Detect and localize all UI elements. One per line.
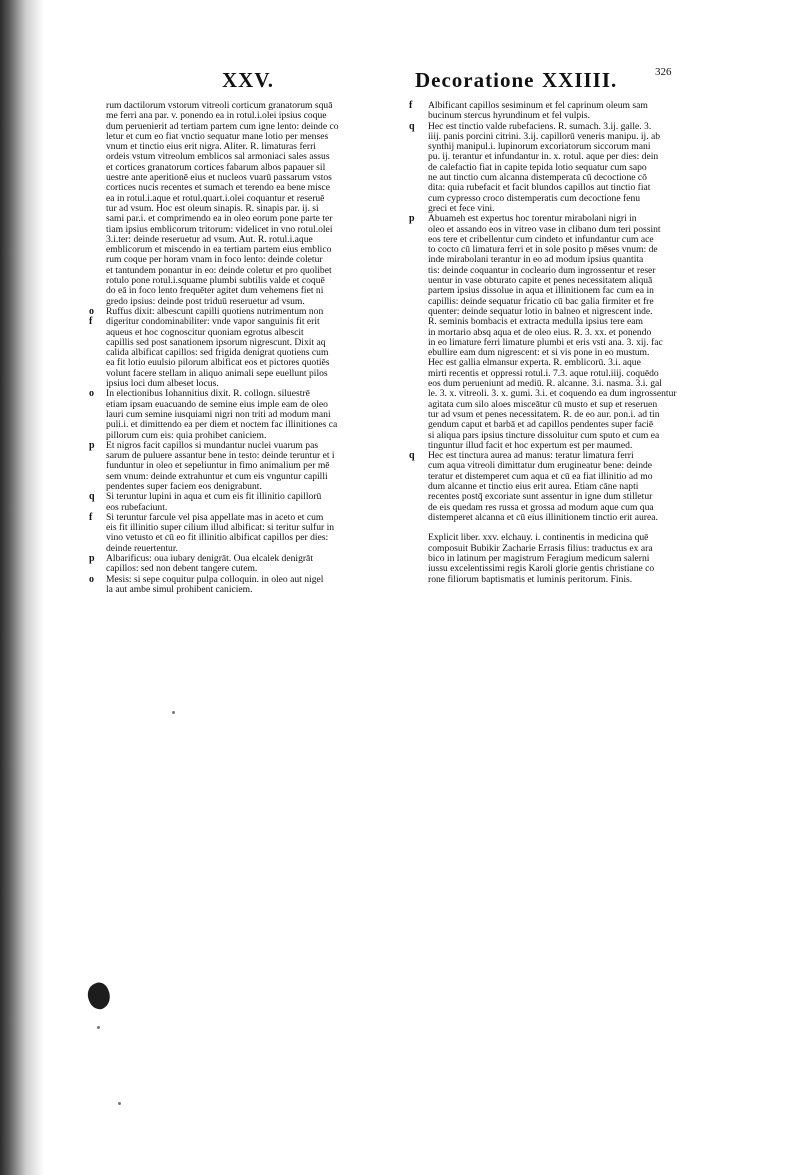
text-line: Albificant capillos sesiminum et fel caprinum oleum sam	[428, 101, 648, 111]
text-line: Abuameh est expertus hoc torentur mirabolani nigri in	[428, 214, 637, 225]
text-line: bico in latinum per magistrum Feragium medicum salerni	[428, 554, 650, 565]
text-line: ordeis vstum vitreolum emblicos sal armoniaci sales assus	[106, 152, 330, 163]
text-line: Hec est gallia elmansur experta. R. emblicorū. 3.i. aque	[428, 358, 641, 369]
running-title: Decoratione	[415, 68, 535, 92]
text-line: Si teruntur farcule vel pisa appellate mas in aceto et cum	[106, 512, 324, 523]
text-line: pendentes super faciem eos denigrabunt.	[106, 481, 262, 492]
text-line: ne aut tinctio cum alcanna distemperata cū decoctione cō	[428, 173, 647, 184]
paper-speck	[172, 711, 175, 714]
margin-marker: f	[89, 316, 93, 328]
text-line: bucinum stercus hyrundinum et fel vulpis.	[428, 111, 591, 122]
text-line: to cocto cū limatura ferri et in sole posito p mēses vnum: de	[428, 245, 658, 256]
text-line: funduntur in oleo et sepeliuntur in fimo animalium per mē	[106, 461, 330, 472]
text-line: rum dactilorum vstorum vitreoli corticum granatorum squā	[106, 101, 333, 111]
margin-marker: f	[89, 512, 93, 523]
text-line: rotulo pone rotul.i.squame plumbi subtilis valde et coquē	[106, 276, 325, 287]
text-line: vnum et tinctio eius erit nigra. Aliter. R. limaturas ferri	[106, 142, 316, 153]
text-line: greci et fece vini.	[428, 203, 495, 214]
text-line: in mortario absq aqua et de oleo eius. R. 3. xx. et ponendo	[428, 327, 652, 338]
text-line: calida albificat capillos: sed frigida denigrat quotiens cum	[106, 348, 329, 359]
page-binding-edge	[0, 0, 44, 1175]
text-line: de calefactio fiat in capite tepida lotio sequatur cum sapo	[428, 162, 647, 173]
text-line: Hec est tinctura aurea ad manus: teratur limatura ferri	[428, 451, 634, 462]
text-line: tinguntur illud facit et hoc expertum est per maumed.	[428, 440, 633, 451]
text-line: in eo limature ferri limature plumbi et eris vsti ana. 3. xij. fac	[428, 337, 663, 348]
text-line: lauri cum semine iusquiami nigri non triti ad modum mani	[106, 409, 331, 420]
margin-marker: p	[89, 553, 95, 565]
text-line: ebullire eam dum nigrescent: et si vis pone in eo mustum.	[428, 348, 650, 359]
paper-speck	[118, 1102, 121, 1105]
margin-marker: q	[409, 450, 415, 462]
text-line: Hec est tinctio valde rubefaciens. R. sumach. 3.ij. galle. 3.	[428, 121, 652, 132]
text-line: tiam ipsius emblicorum tritorum: videlicet in vno rotul.olei	[106, 224, 333, 235]
text-line: gendum caput et barbā et ad capillos pendentes super faciē	[428, 420, 654, 431]
text-line: uentur in vase obturato capite et penes necessitatem aliquā	[428, 276, 653, 287]
text-line	[428, 523, 690, 533]
margin-marker: f	[409, 100, 413, 111]
text-line: le. 3. x. vitreoli. 3. x. gumi. 3.i. et coquendo ea dum ingrossentur	[428, 389, 677, 400]
text-line: capillos: sed non debent tangere cutem.	[106, 564, 258, 575]
text-line: si aliqua pars ipsius tincture dissoluitur cum sputo et cum ea	[428, 430, 660, 441]
text-line: digeritur condominabiliter: vnde vapor sanguinis fit erit	[106, 317, 320, 328]
text-line: dum peruenierit ad tertiam partem cum igne lento: deinde co	[106, 121, 339, 132]
text-line: uestre ante aperitionē eius et nucleos vuarū passarum vstos	[106, 173, 332, 184]
text-line: emblicorum et miscendo in ea tertiam partem eius emblico	[106, 245, 332, 256]
text-line: iussu excelentissimi regis Karoli glorie gentis christiane co	[428, 564, 655, 575]
text-line: rone filiorum baptismatis et luminis peritorum. Finis.	[428, 574, 633, 585]
text-line: do eā in foco lento frequēter agitet dum vehemens fiet ni	[106, 286, 324, 297]
left-text-column	[89, 101, 368, 595]
text-line: mirti recentis et oppressi rotul.i. 7.3. aque rotul.iiij. coquēdo	[428, 368, 659, 379]
text-line: gredo ipsius: deinde post triduū reseruetur ad vsum.	[106, 296, 305, 307]
text-line: dum alcanne et tinctio eius erit aurea. Etiam cāne napti	[428, 481, 639, 492]
text-line: teratur et distemperet cum aqua et cū ea fiat illinitio ad mo	[428, 471, 653, 482]
folio-number: 326	[655, 66, 672, 78]
text-line: ea in rotul.i.aque et rotul.quart.i.olei coquantur et reseruē	[106, 193, 325, 204]
text-line: R. seminis bombacis et extracta medulla ipsius tere eam	[428, 317, 643, 328]
text-line: volunt facere stellam in aliquo animali sepe euellunt pilos	[106, 368, 328, 379]
text-line: Mesis: si sepe coquitur pulpa colloquin. in oleo aut nigel	[106, 574, 324, 585]
text-line: Si teruntur lupini in aqua et cum eis fit illinitio capillorū	[106, 492, 322, 503]
text-line: In electionibus Iohannitius dixit. R. collogn. siluestrē	[106, 389, 310, 400]
margin-marker: p	[89, 439, 95, 451]
text-line: oleo et assando eos in vitreo vase in clibano dum teri possint	[428, 224, 661, 235]
text-line: sarum de puluere assantur bene in testo: deinde teruntur et i	[106, 451, 335, 462]
text-line: iiij. panis porcini citrini. 3.ij. capillorū veneris manipu. ij. ab	[428, 131, 661, 142]
margin-marker: o	[89, 306, 94, 317]
margin-marker: p	[409, 213, 415, 225]
text-line: Ruffus dixit: albescunt capilli quotiens nutrimentum non	[106, 306, 324, 317]
text-line: de eis quedam res russa et grossa ad modum aque cum qua	[428, 502, 654, 513]
text-line: eos tere et cribellentur cum cindeto et infundantur cum ace	[428, 234, 654, 245]
text-line: eos dum perueniunt ad mediū. R. alcanne. 3.i. nasma. 3.i. gal	[428, 379, 662, 390]
text-line: Et nigros facit capillos si mundantur nuclei vuarum pas	[106, 440, 319, 451]
text-line: et cortices granatorum cortices fabarum albos papauer sil	[106, 162, 326, 173]
text-line: cortices nucis recentes et sumach et terendo ea bene misce	[106, 183, 331, 194]
margin-marker: q	[409, 120, 415, 132]
text-line: sami par.i. et comprimendo ea in oleo eorum pone parte ter	[106, 214, 333, 225]
text-line: rum coque per horam vnam in foco lento: deinde coletur	[106, 255, 323, 266]
text-line: synthij manipul.i. lupinorum excoriatorum siccorum mani	[428, 142, 651, 153]
text-line: ipsius loci dum albeset locus.	[106, 379, 219, 390]
text-line: Albarificus: oua iubary denigrāt. Oua elcalek denigrāt	[106, 554, 313, 565]
page-number-right: XXIIII.	[542, 68, 618, 92]
text-line: 3.i.ter: deinde reseruetur ad vsum. Aut. R. rotul.i.aque	[106, 234, 313, 245]
text-line: pillorum cum eis: quia prohibet caniciem.	[106, 430, 267, 441]
page-number-left: XXV.	[222, 68, 275, 92]
text-line: tis: deinde coquantur in cocleario dum ingrossentur et reser	[428, 265, 656, 276]
text-line: tur ad vsum. Hoc est oleum sinapis. R. sinapis par. ij. si	[106, 203, 319, 214]
text-line: composuit Bubikir Zacharie Errasis filius: traductus ex ara	[428, 543, 653, 554]
text-line: dita: quia rubefacit et facit blundos capillos aut tinctio fiat	[428, 183, 651, 194]
text-line: eis fit illinitio super cilium illud albificat: si teritur sulfur in	[106, 523, 335, 534]
text-line: eos rubefaciunt.	[106, 502, 168, 513]
ink-smudge	[84, 980, 115, 1013]
text-line: me ferri ana par. v. ponendo ea in rotul.i.olei ipsius coque	[106, 111, 327, 122]
text-line: aqueus et hoc cognoscitur quoniam egrotus albescit	[106, 327, 304, 338]
text-line: quenter: deinde sequatur lotio in balneo et nigrescent inde.	[428, 306, 653, 317]
text-line: pu. ij. terantur et infundantur in. x. rotul. aque per dies: dein	[428, 152, 659, 163]
text-line: capillis: deinde sequatur fricatio cū bac galia firmiter et fre	[428, 296, 654, 307]
paper-speck	[97, 1026, 100, 1029]
text-line: la aut ambe simul prohibent caniciem.	[106, 584, 253, 595]
text-line: tur ad vsum et penes necessitatem. R. de eo aur. pon.i. ad tin	[428, 409, 660, 420]
margin-marker: o	[89, 388, 94, 400]
text-line: sem vnum: deinde extrahuntur et cum eis vnguntur capilli	[106, 471, 328, 482]
text-line: distemperet alcanna et cū eius illinitionem tinctio erit aurea.	[428, 512, 658, 523]
right-text-column	[409, 100, 690, 585]
text-line: Explicit liber. xxv. elchauy. i. continentis in medicina quē	[428, 533, 649, 544]
text-line: deinde reuertentur.	[106, 543, 178, 554]
text-line: agitata cum silo aloes misceātur cū musto et sup et reseruen	[428, 399, 658, 410]
margin-marker: q	[89, 491, 95, 503]
margin-marker: o	[89, 573, 94, 585]
text-line: ea fit lotio euulsio pilorum albificat eos et pictores quotiēs	[106, 358, 330, 369]
text-line: inde mirabolani terantur in eo ad modum ipsius quantita	[428, 255, 644, 266]
text-line: recentes postq̄ excoriate sunt assentur in igne dum stilletur	[428, 492, 653, 503]
text-line: letur et cum eo fiat vnctio sequatur mane lotio per menses	[106, 131, 329, 142]
text-line: cum aqua vitreoli dimittatur dum erugineatur bene: deinde	[428, 461, 653, 472]
text-line: etiam ipsam euacuando de semine eius imple eam de oleo	[106, 399, 328, 410]
text-line: vino vetusto et cū eo fit illinitio albificat capillos per dies:	[106, 533, 329, 544]
text-line: puli.i. et dimittendo ea per diem et noctem fac illinitiones ca	[106, 420, 338, 431]
text-line: partem ipsius dissolue in aqua et illinitionem fac cum ea in	[428, 286, 654, 297]
text-line: et tantundem ponantur in eo: deinde coletur et pro quolibet	[106, 265, 332, 276]
text-line: capillis sed post sanationem ipsorum nigrescunt. Dixit aq	[106, 337, 326, 348]
text-line: cum cypresso croco distemperatis cum decoctione fenu	[428, 193, 641, 204]
